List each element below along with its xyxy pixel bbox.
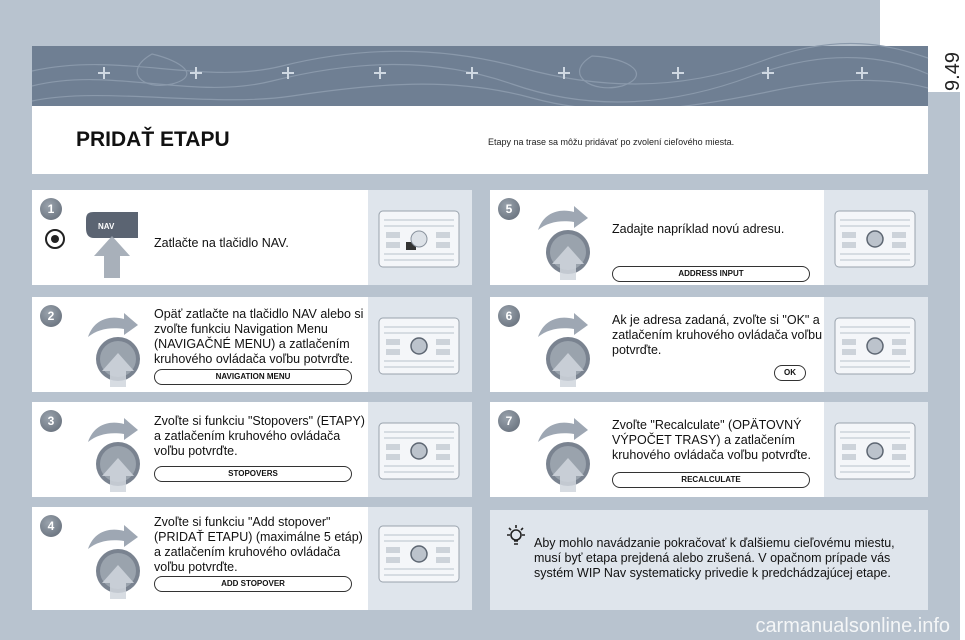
header-box — [32, 106, 928, 174]
navigation-menu-button[interactable]: NAVIGATION MENU — [154, 369, 352, 385]
radio-unit-icon — [834, 210, 916, 268]
step-number: 4 — [40, 515, 62, 537]
eye-icon — [44, 228, 66, 250]
step-card-7 — [490, 402, 928, 497]
page-number: 9.49 — [942, 52, 964, 91]
stopovers-button[interactable]: STOPOVERS — [154, 466, 352, 482]
rotary-knob-icon — [534, 200, 604, 282]
page-title: PRIDAŤ ETAPU — [76, 128, 230, 151]
topographic-pattern-icon — [32, 46, 928, 106]
rotary-knob-icon — [84, 307, 154, 389]
radio-unit-icon — [378, 422, 460, 480]
step-card-6 — [490, 297, 928, 392]
step-card-3 — [32, 402, 472, 497]
step-text: Zvoľte si funkciu "Add stopover" (PRIDAŤ ETAPU) (maximálne 5 etáp) a zatlačením kruhového ovládača voľbu potvrďte. — [154, 515, 363, 574]
nav-key-icon — [82, 206, 148, 282]
intro-text: Etapy na trase sa môžu pridávať po zvolení cieľového miesta. — [488, 137, 735, 147]
ok-button[interactable]: OK — [774, 365, 806, 381]
step-card-5 — [490, 190, 928, 285]
radio-unit-icon — [378, 210, 460, 268]
step-text: Ak je adresa zadaná, zvoľte si "OK" a zatlačením kruhového ovládača voľbu potvrďte. — [612, 313, 823, 357]
radio-unit-icon — [378, 317, 460, 375]
step-card-2 — [32, 297, 472, 392]
add-stopover-button[interactable]: ADD STOPOVER — [154, 576, 352, 592]
step-card-1 — [32, 190, 472, 285]
step-number: 7 — [498, 410, 520, 432]
note-box — [490, 510, 928, 610]
rotary-knob-icon — [534, 412, 604, 494]
rotary-knob-icon — [534, 307, 604, 389]
watermark: carmanualsonline.info — [755, 615, 950, 637]
step-number: 6 — [498, 305, 520, 327]
step-text: Zatlačte na tlačidlo NAV. — [154, 236, 289, 250]
step-text: Zadajte napríklad novú adresu. — [612, 222, 785, 236]
rotary-knob-icon — [84, 519, 154, 601]
step-number: 3 — [40, 410, 62, 432]
radio-unit-icon — [834, 317, 916, 375]
recalculate-button[interactable]: RECALCULATE — [612, 472, 810, 488]
radio-unit-icon — [834, 422, 916, 480]
nav-key-label: NAV — [98, 222, 115, 231]
step-text: Opäť zatlačte na tlačidlo NAV alebo si zvoľte funkciu Navigation Menu (NAVIGAČNÉ MENU) a zatlačením kruhového ovládača voľbu potvrďte. — [154, 307, 364, 366]
rotary-knob-icon — [84, 412, 154, 494]
step-number: 1 — [40, 198, 62, 220]
step-number: 2 — [40, 305, 62, 327]
step-text: Zvoľte si funkciu "Stopovers" (ETAPY) a zatlačením kruhového ovládača voľbu potvrďte. — [154, 414, 365, 458]
radio-unit-icon — [378, 525, 460, 583]
step-card-4 — [32, 507, 472, 610]
step-text: Zvoľte "Recalculate" (OPÄTOVNÝ VÝPOČET TRASY) a zatlačením kruhového ovládača voľbu potvrďte. — [612, 418, 811, 462]
step-number: 5 — [498, 198, 520, 220]
note-text: Aby mohlo navádzanie pokračovať k ďalšiemu cieľovému miestu, musí byť etapa prejdená alebo zrušená. V opačnom prípade vás systém WIP Nav systematicky privedie k predchádzajúcej etape. — [534, 536, 895, 580]
address-input-button[interactable]: ADDRESS INPUT — [612, 266, 810, 282]
decorative-banner — [32, 46, 928, 106]
lightbulb-icon — [504, 524, 528, 548]
